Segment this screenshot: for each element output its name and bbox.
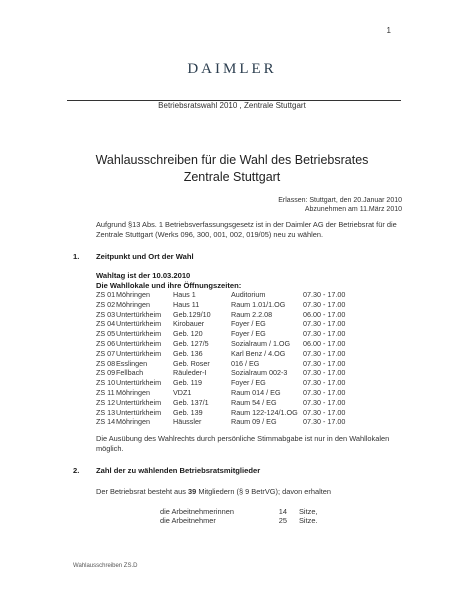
document-header: Betriebsratswahl 2010 , Zentrale Stuttgart [158,101,306,110]
station-place: Möhringen [116,387,150,397]
daimler-logo: DAIMLER [187,61,277,77]
station-code: ZS 13 [96,407,116,417]
station-hours: 07.30 - 17.00 [303,319,346,329]
seat-row-men [160,516,360,526]
station-building: VDZ1 [173,387,192,397]
section-1-title: Zeitpunkt und Ort der Wahl [96,252,194,261]
station-code: ZS 05 [96,329,116,339]
station-room: Raum 2.2.08 [231,309,273,319]
station-building: Geb. 139 [173,407,203,417]
station-place: Untertürkheim [116,397,162,407]
station-hours: 06.00 - 17.00 [303,309,346,319]
council-size-suffix: Mitgliedern (§ 9 BetrVG); davon erhalten [196,487,332,496]
station-code: ZS 08 [96,358,116,368]
station-room: Sozialraum / 1.OG [231,338,291,348]
station-building: Haus 1 [173,290,196,299]
station-hours: 07.30 - 17.00 [303,407,346,417]
intro-paragraph: Aufgrund §13 Abs. 1 Betriebsverfassungsgesetz ist in der Daimler AG der Betriebsrat für die Zentrale Stuttgart (Werks 096, 300, 001, 002, 019/05) neu zu wählen. [96,220,397,239]
station-hours: 07.30 - 17.00 [303,368,346,378]
voting-note: Die Ausübung des Wahlrechts durch persönliche Stimmabgabe ist nur in den Wahllokalen möglich. [96,434,390,453]
section-2-number: 2. [73,466,80,475]
station-code: ZS 07 [96,348,116,358]
station-code: ZS 01 [96,290,116,299]
title-line-1: Wahlausschreiben für die Wahl des Betriebsrates [95,153,369,167]
station-room: Raum 1.01/1.OG [231,299,286,309]
station-room: 016 / EG [231,358,260,368]
title-line-2: Zentrale Stuttgart [183,170,281,184]
station-place: Untertürkheim [116,329,162,339]
station-hours: 07.30 - 17.00 [303,397,346,407]
station-building: Räuleder-I [173,368,207,378]
station-room: Auditorium [231,290,266,299]
station-hours: 07.30 - 17.00 [303,358,346,368]
seat-unit: Sitze. [299,516,318,525]
seat-unit: Sitze, [299,507,318,516]
station-place: Untertürkheim [116,319,162,329]
seat-count: 14 [278,507,287,516]
station-place: Untertürkheim [116,309,162,319]
election-day [96,271,190,280]
station-place: Fellbach [116,368,144,378]
council-size-count: 39 [188,487,197,496]
station-code: ZS 10 [96,378,116,388]
station-hours: 07.30 - 17.00 [303,348,346,358]
council-size-text [96,487,331,496]
station-code: ZS 12 [96,397,116,407]
document-footer: Wahlausschreiben ZS.D [73,563,138,569]
page-number: 1 [386,26,391,35]
station-code: ZS 02 [96,299,116,309]
station-code: ZS 04 [96,319,116,329]
station-place: Untertürkheim [116,407,162,417]
station-place: Möhringen [116,290,150,299]
station-building: Geb. 136 [173,348,203,358]
station-code: ZS 03 [96,309,116,319]
station-building: Geb. 119 [173,378,203,388]
station-building: Geb. 137/1 [173,397,209,407]
station-code: ZS 11 [96,387,115,397]
station-room: Raum 122-124/1.OG [231,407,298,417]
station-hours: 07.30 - 17.00 [303,387,346,397]
station-code: ZS 06 [96,338,116,348]
station-room: Raum 54 / EG [231,397,277,407]
station-building: Kirobauer [173,319,205,329]
erlassen-date: Erlassen: Stuttgart, den 20.Januar 2010 [278,197,402,204]
issue-dates [278,196,402,214]
station-building: Geb. 127/5 [173,338,209,348]
station-building: Geb. 120 [173,329,203,339]
station-hours: 07.30 - 17.00 [303,378,346,388]
station-room: Foyer / EG [231,319,266,329]
election-day-date: 10.03.2010 [152,271,191,280]
station-place: Untertürkheim [116,378,162,388]
council-size-prefix: Der Betriebsrat besteht aus [96,487,189,496]
seat-label: die Arbeitnehmerinnen [160,507,234,516]
section-1-number: 1. [73,252,80,261]
station-hours: 06.00 - 17.00 [303,338,346,348]
station-building: Geb.129/10 [173,309,211,319]
station-room: Karl Benz / 4.OG [231,348,286,358]
polling-stations-heading: Die Wahllokale und ihre Öffnungszeiten: [96,281,242,290]
station-building: Geb. Roser [173,358,210,368]
station-building: Häussler [173,417,202,427]
station-room: Foyer / EG [231,329,266,339]
station-place: Esslingen [116,358,148,368]
election-day-label: Wahltag ist der [96,271,153,280]
seat-label: die Arbeitnehmer [160,516,216,525]
station-code: ZS 09 [96,368,116,378]
station-room: Foyer / EG [231,378,266,388]
station-hours: 07.30 - 17.00 [303,290,346,299]
station-room: Raum 014 / EG [231,387,281,397]
station-hours: 07.30 - 17.00 [303,299,346,309]
station-place: Möhringen [116,299,150,309]
station-room: Raum 09 / EG [231,417,277,427]
section-2-title: Zahl der zu wählenden Betriebsratsmitglieder [96,466,261,475]
seat-count: 25 [278,516,287,525]
station-hours: 07.30 - 17.00 [303,329,346,339]
document-title [0,152,464,186]
station-room: Sozialraum 002-3 [231,368,288,378]
station-building: Haus 11 [173,299,200,309]
station-place: Untertürkheim [116,348,162,358]
station-hours: 07.30 - 17.00 [303,417,346,427]
station-code: ZS 14 [96,417,116,427]
station-place: Untertürkheim [116,338,162,348]
station-place: Möhringen [116,417,150,427]
abzunehmen-date: Abzunehmen am 11.März 2010 [304,206,402,213]
